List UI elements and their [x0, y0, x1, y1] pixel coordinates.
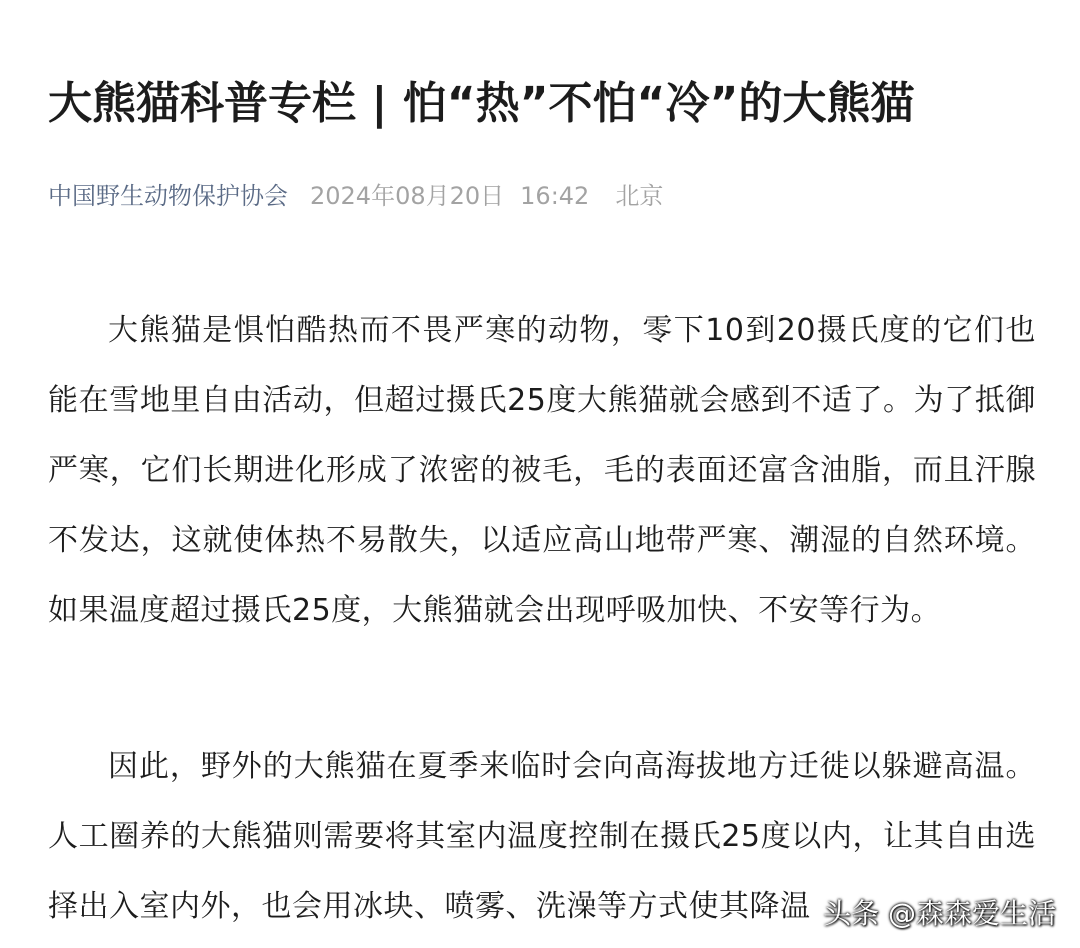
article-title: 大熊猫科普专栏 | 怕“热”不怕“冷”的大熊猫 — [48, 78, 915, 129]
publish-location: 北京 — [615, 182, 664, 210]
article-paragraph: 因此，野外的大熊猫在夏季来临时会向高海拔地方迁徙以躲避高温。人工圈养的大熊猫则需要将其室内温度控制在摄氏25度以内，让其自由选择出入室内外，也会用冰块、喷雾、洗澡等方式使其降温 — [48, 749, 1036, 924]
source-link[interactable]: 中国野生动物保护协会 — [48, 182, 288, 210]
article-paragraph: 大熊猫是惧怕酷热而不畏严寒的动物，零下10到20摄氏度的它们也能在雪地里自由活动，但超过摄氏25度大熊猫就会感到不适了。为了抵御严寒，它们长期进化形成了浓密的被毛，毛的表面还富含油脂，而且汗腺不发达，这就使体热不易散失，以适应高山地带严寒、潮湿的自然环境。如果温度超过摄氏25度，大熊猫就会出现呼吸加快、不安等行为。 — [48, 313, 1036, 628]
publish-date: 2024年08月20日 — [310, 182, 505, 210]
article-meta — [48, 176, 663, 216]
watermark: 头条 @森森爱生活 — [823, 897, 1056, 930]
publish-time: 16:42 — [520, 182, 590, 210]
